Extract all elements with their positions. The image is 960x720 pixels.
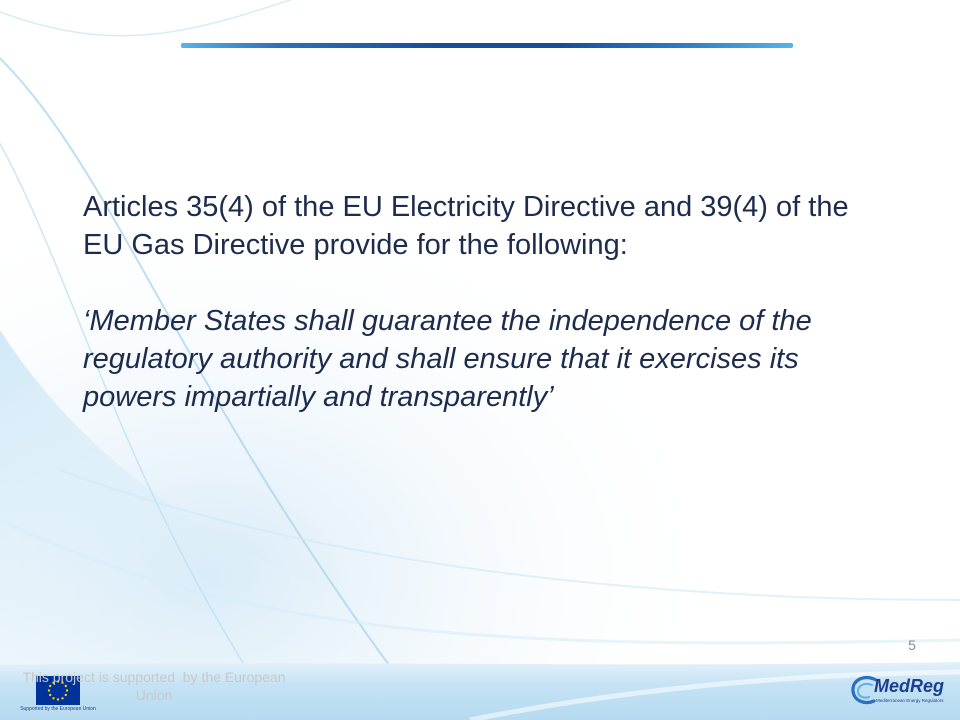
medreg-swoosh-inner [858, 684, 872, 698]
eu-logo-caption: Supported by the European Union [20, 706, 96, 712]
medreg-logo-tagline: Mediterranean Energy Regulators [876, 698, 944, 703]
medreg-logo-name: MedReg [874, 676, 945, 696]
footer-band [0, 660, 960, 720]
quote-paragraph: ‘Member States shall guarantee the independence of the regulatory authority and shall ensure that it exercises its powers impartially and transparently’ [83, 305, 812, 413]
support-statement: This project is supported by the European Union [22, 669, 290, 703]
slide-body [83, 188, 873, 416]
page-number: 5 [908, 637, 916, 653]
intro-paragraph: Articles 35(4) of the EU Electricity Directive and 39(4) of the EU Gas Directive provide for the following: [83, 191, 849, 261]
title-accent-bar [181, 43, 793, 48]
medreg-swoosh-outer [853, 678, 876, 703]
medreg-logo [850, 672, 954, 716]
